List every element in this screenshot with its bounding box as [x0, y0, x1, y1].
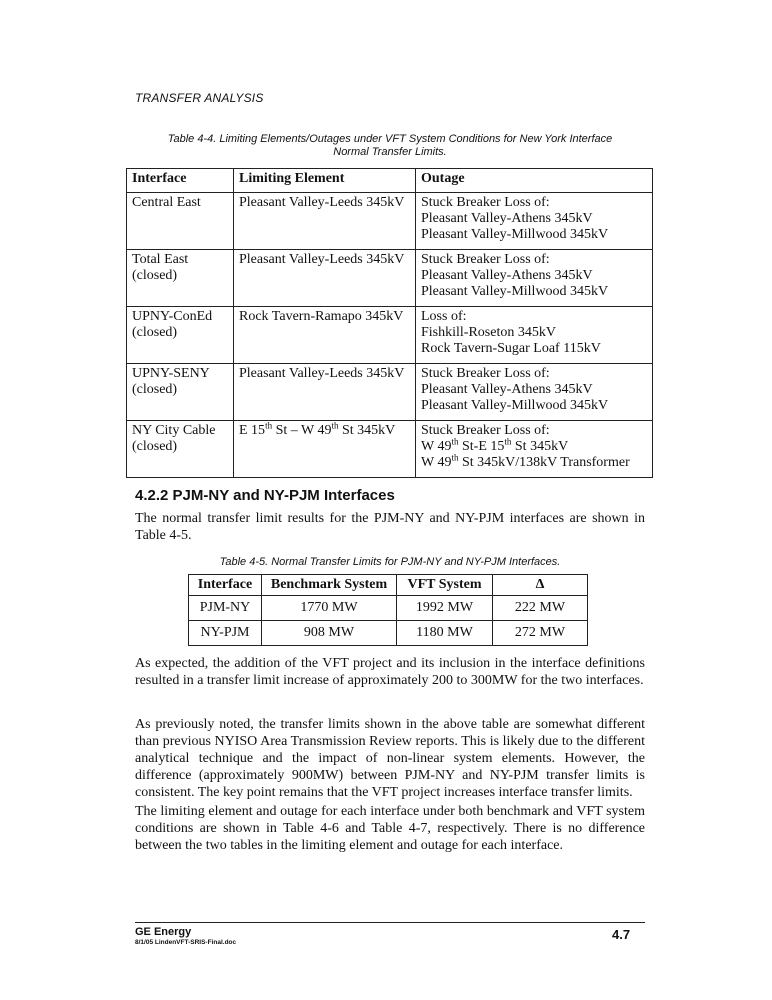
element-cell: Pleasant Valley-Leeds 345kV — [234, 364, 416, 421]
table-cell: 272 MW — [493, 621, 588, 646]
table-cell: 908 MW — [262, 621, 397, 646]
section-heading: 4.2.2 PJM-NY and NY-PJM Interfaces — [135, 487, 395, 504]
column-header: Δ — [493, 575, 588, 596]
table-row — [127, 250, 653, 307]
table-4-5-caption: Table 4-5. Normal Transfer Limits for PJM-NY and NY-PJM Interfaces. — [219, 556, 561, 568]
section-intro-paragraph: The normal transfer limit results for the PJM-NY and NY-PJM interfaces are shown in Table 4-5. — [135, 511, 645, 543]
column-header: VFT System — [397, 575, 493, 596]
outage-cell: Loss of: Fishkill-Roseton 345kV Rock Tavern-Sugar Loaf 115kV — [416, 307, 653, 364]
interface-cell: UPNY-ConEd (closed) — [127, 307, 234, 364]
column-header: Interface — [189, 575, 262, 596]
interface-cell: Total East (closed) — [127, 250, 234, 307]
footer-company: GE Energy — [135, 926, 192, 938]
interface-cell: Central East — [127, 193, 234, 250]
table-cell: 222 MW — [493, 596, 588, 621]
footer-doc-ref: 8/1/05 LindenVFT-SRIS-Final.doc — [135, 939, 237, 946]
interface-cell: UPNY-SENY (closed) — [127, 364, 234, 421]
column-header: Outage — [416, 169, 653, 193]
table-row — [127, 193, 653, 250]
outage-cell: Stuck Breaker Loss of: Pleasant Valley-Athens 345kV Pleasant Valley-Millwood 345kV — [416, 250, 653, 307]
outage-cell: Stuck Breaker Loss of: W 49th St-E 15th St 345kV W 49th St 345kV/138kV Transformer — [416, 421, 653, 478]
element-cell: Rock Tavern-Ramapo 345kV — [234, 307, 416, 364]
table-4-4-caption — [125, 133, 655, 159]
body-paragraph: The limiting element and outage for each interface under both benchmark and VFT system conditions are shown in Table 4-6 and Table 4-7, respectively. There is no difference between the two tables in the limiting element and outage for each interface. — [135, 804, 645, 853]
table-header-row — [127, 169, 653, 193]
table-cell: PJM-NY — [189, 596, 262, 621]
interface-cell: NY City Cable (closed) — [127, 421, 234, 478]
table-cell: NY-PJM — [189, 621, 262, 646]
limiting-elements-table — [126, 168, 653, 478]
running-header: TRANSFER ANALYSIS — [135, 91, 264, 105]
column-header: Benchmark System — [262, 575, 397, 596]
element-cell: Pleasant Valley-Leeds 345kV — [234, 250, 416, 307]
table-cell: 1180 MW — [397, 621, 493, 646]
transfer-limits-table — [188, 574, 588, 646]
table-cell: 1770 MW — [262, 596, 397, 621]
outage-cell: Stuck Breaker Loss of: Pleasant Valley-Athens 345kV Pleasant Valley-Millwood 345kV — [416, 193, 653, 250]
page-number: 4.7 — [612, 927, 631, 942]
element-cell: E 15th St – W 49th St 345kV — [234, 421, 416, 478]
table-header-row — [189, 575, 588, 596]
body-paragraph: As previously noted, the transfer limits shown in the above table are somewhat different than previous NYISO Area Transmission Review reports. This is likely due to the different analytical technique and the impact of non-linear system elements. However, the difference (approximately 900MW) between PJM-NY and NY-PJM transfer limits is consistent. The key point remains that the VFT project increases interface transfer limits. — [135, 717, 645, 800]
column-header: Limiting Element — [234, 169, 416, 193]
table-row — [127, 307, 653, 364]
table-row — [127, 364, 653, 421]
table-cell: 1992 MW — [397, 596, 493, 621]
caption-line-2: Normal Transfer Limits. — [333, 146, 447, 158]
footer-rule — [135, 922, 645, 923]
table-row — [189, 621, 588, 646]
element-cell: Pleasant Valley-Leeds 345kV — [234, 193, 416, 250]
column-header: Interface — [127, 169, 234, 193]
caption-line-1: Table 4-4. Limiting Elements/Outages under VFT System Conditions for New York Interface — [167, 133, 613, 145]
outage-cell: Stuck Breaker Loss of: Pleasant Valley-Athens 345kV Pleasant Valley-Millwood 345kV — [416, 364, 653, 421]
table-row — [127, 421, 653, 478]
body-paragraph: As expected, the addition of the VFT project and its inclusion in the interface definitions resulted in a transfer limit increase of approximately 200 to 300MW for the two interfaces. — [135, 656, 645, 688]
table-row — [189, 596, 588, 621]
